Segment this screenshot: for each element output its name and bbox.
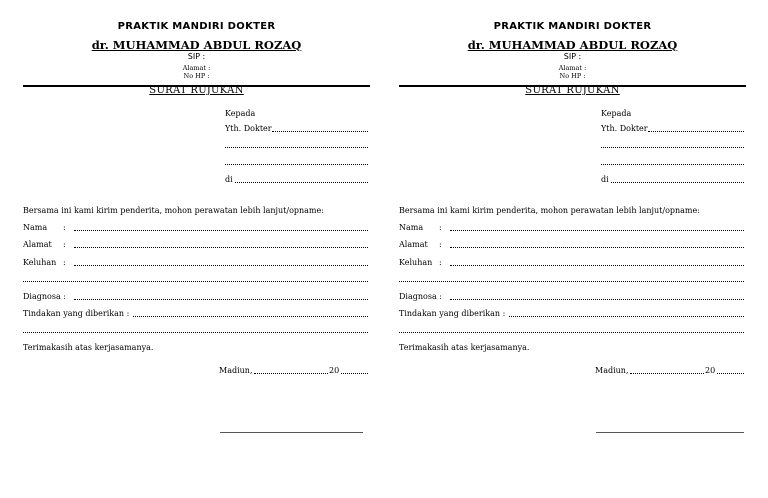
referral-form-left: [23, 0, 370, 498]
nama-line: [74, 230, 368, 231]
tindakan-line: [509, 316, 744, 317]
nama-label: Nama: [23, 223, 48, 232]
alamat-line: [450, 247, 744, 248]
year-line: [341, 373, 368, 374]
keluhan-label: Keluhan: [399, 258, 433, 267]
sip-line: SIP :: [187, 52, 206, 61]
keluhan-colon: :: [439, 258, 442, 267]
practice-name: PRAKTIK MANDIRI DOKTER: [117, 21, 276, 32]
keluhan-line-2: [23, 281, 368, 282]
alamat-colon: :: [439, 240, 442, 249]
intro-text: Bersama ini kami kirim penderita, mohon perawatan lebih lanjut/opname:: [23, 206, 324, 215]
location-line: [235, 182, 368, 183]
nama-colon: :: [439, 223, 442, 232]
date-line: [254, 373, 328, 374]
keluhan-label: Keluhan: [23, 258, 57, 267]
letter-title: SURAT RUJUKAN: [525, 85, 620, 96]
doctor-name: dr. MUHAMMAD ABDUL ROZAQ: [91, 38, 302, 52]
nama-label: Nama: [399, 223, 424, 232]
diagnosa-label: Diagnosa :: [399, 292, 442, 301]
recipient-line: [225, 147, 368, 148]
nama-colon: :: [63, 223, 66, 232]
keluhan-line: [74, 265, 368, 266]
recipient-line: [601, 164, 744, 165]
sip-line: SIP :: [563, 52, 582, 61]
alamat-colon: :: [63, 240, 66, 249]
year-label: 20: [329, 366, 340, 375]
nama-line: [450, 230, 744, 231]
doctor-label: Yth. Dokter: [225, 124, 272, 133]
keluhan-line: [450, 265, 744, 266]
tindakan-line: [133, 316, 368, 317]
year-label: 20: [705, 366, 716, 375]
year-line: [717, 373, 744, 374]
diagnosa-line: [74, 299, 368, 300]
keluhan-colon: :: [63, 258, 66, 267]
tindakan-label: Tindakan yang diberikan :: [23, 309, 130, 318]
doctor-name: dr. MUHAMMAD ABDUL ROZAQ: [467, 38, 678, 52]
doctor-name-line: [648, 131, 744, 132]
location-line: [611, 182, 744, 183]
practice-name: PRAKTIK MANDIRI DOKTER: [493, 21, 652, 32]
city-label: Madiun,: [595, 366, 629, 375]
tindakan-line-2: [399, 332, 744, 333]
date-line: [630, 373, 704, 374]
alamat-label: Alamat: [23, 240, 52, 249]
recipient-line: [601, 147, 744, 148]
address-line: Alamat :: [558, 64, 587, 72]
thanks-text: Terimakasih atas kerjasamanya.: [23, 343, 154, 352]
to-label: Kepada: [601, 109, 632, 118]
di-label: di: [225, 175, 233, 184]
di-label: di: [601, 175, 609, 184]
phone-line: No HP :: [183, 72, 210, 80]
letter-title: SURAT RUJUKAN: [149, 85, 244, 96]
doctor-name-line: [272, 131, 368, 132]
referral-form-right: [399, 0, 746, 498]
phone-line: No HP :: [559, 72, 586, 80]
alamat-line: [74, 247, 368, 248]
thanks-text: Terimakasih atas kerjasamanya.: [399, 343, 530, 352]
tindakan-label: Tindakan yang diberikan :: [399, 309, 506, 318]
signature-line: [596, 432, 744, 433]
recipient-line: [225, 164, 368, 165]
intro-text: Bersama ini kami kirim penderita, mohon perawatan lebih lanjut/opname:: [399, 206, 700, 215]
signature-line: [220, 432, 363, 433]
tindakan-line-2: [23, 332, 368, 333]
diagnosa-label: Diagnosa :: [23, 292, 66, 301]
doctor-label: Yth. Dokter: [601, 124, 648, 133]
address-line: Alamat :: [182, 64, 211, 72]
diagnosa-line: [450, 299, 744, 300]
to-label: Kepada: [225, 109, 256, 118]
keluhan-line-2: [399, 281, 744, 282]
alamat-label: Alamat: [399, 240, 428, 249]
city-label: Madiun,: [219, 366, 253, 375]
